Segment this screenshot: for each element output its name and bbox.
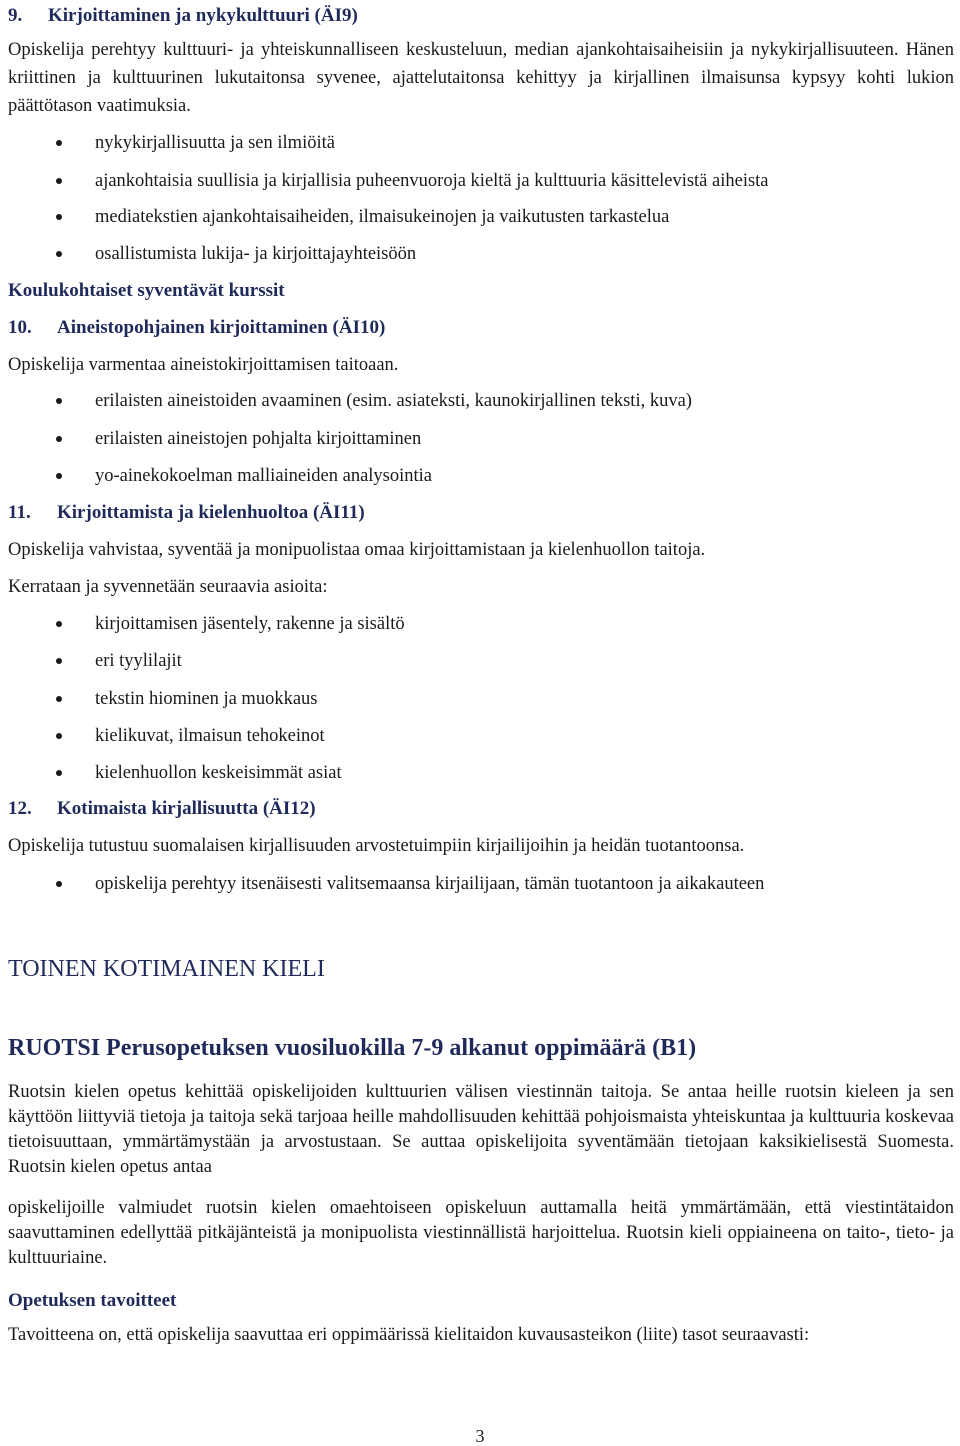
section-number: 9. (8, 5, 23, 26)
section-title: Aineistopohjainen kirjoittaminen (ÄI10) (57, 317, 386, 338)
swedish-paragraph-1: Ruotsin kielen opetus kehittää opiskelijoiden kulttuurien välisen viestinnän taitoja. Se antaa heille ruotsin kieleen ja sen käyttöön liittyviä tietoja ja taitoja sekä tarjoaa heille mahdollisuuden kehittää pohjoismaista yhteiskuntaa ja kulttuuria koskevaa tietoisuuttaan, ymmärtämystään ja arvostustaan. Se auttaa opiskelijoita syventämään tietojaan kaksikielisestä Suomesta. Ruotsin kielen opetus antaa (8, 1082, 954, 1177)
school-courses-heading: Koulukohtaiset syventävät kurssit (8, 280, 285, 301)
list-item: eri tyylilajit (95, 651, 182, 671)
bullet-icon (56, 881, 62, 887)
bullet-icon (56, 436, 62, 442)
bullet-icon (56, 178, 62, 184)
list-item: nykykirjallisuutta ja sen ilmiöitä (95, 133, 335, 153)
page-number: 3 (475, 1426, 485, 1446)
list-item: opiskelija perehtyy itsenäisesti valitsemaansa kirjailijaan, tämän tuotantoon ja aikakauteen (95, 874, 765, 894)
second-language-heading: TOINEN KOTIMAINEN KIELI (8, 956, 325, 982)
list-item: tekstin hiominen ja muokkaus (95, 689, 318, 709)
bullet-icon (56, 251, 62, 257)
section-11-heading (8, 502, 954, 524)
section-10-heading (8, 317, 954, 339)
list-item: kirjoittamisen jäsentely, rakenne ja sisältö (95, 614, 405, 634)
list-item: osallistumista lukija- ja kirjoittajayhteisöön (95, 244, 417, 264)
list-item: erilaisten aineistoiden avaaminen (esim. asiateksti, kaunokirjallinen teksti, kuva) (95, 391, 692, 411)
section-number: 10. (8, 317, 32, 338)
goals-heading: Opetuksen tavoitteet (8, 1290, 177, 1311)
section-title: Kirjoittaminen ja nykykulttuuri (ÄI9) (48, 5, 358, 26)
bullet-icon (56, 214, 62, 220)
list-item: kielikuvat, ilmaisun tehokeinot (95, 726, 325, 746)
bullet-icon (56, 140, 62, 146)
section-11-intro: Opiskelija vahvistaa, syventää ja monipuolistaa omaa kirjoittamistaan ja kielenhuollon taitoja. (8, 540, 706, 560)
section-number: 11. (8, 502, 31, 523)
section-12-heading (8, 798, 954, 820)
goals-paragraph: Tavoitteena on, että opiskelija saavuttaa eri oppimäärissä kielitaidon kuvausasteikon (liite) tasot seuraavasti: (8, 1325, 810, 1345)
bullet-icon (56, 770, 62, 776)
bullet-icon (56, 473, 62, 479)
bullet-icon (56, 658, 62, 664)
bullet-icon (56, 733, 62, 739)
section-12-intro: Opiskelija tutustuu suomalaisen kirjallisuuden arvostetuimpiin kirjailijoihin ja heidän tuotantoonsa. (8, 836, 745, 856)
list-item: kielenhuollon keskeisimmät asiat (95, 763, 342, 783)
section-title: Kotimaista kirjallisuutta (ÄI12) (57, 798, 316, 819)
section-title: Kirjoittamista ja kielenhuoltoa (ÄI11) (57, 502, 365, 523)
bullet-icon (56, 398, 62, 404)
list-item: erilaisten aineistojen pohjalta kirjoittaminen (95, 429, 422, 449)
bullet-icon (56, 621, 62, 627)
section-9-intro: Opiskelija perehtyy kulttuuri- ja yhteiskunnalliseen keskusteluun, median ajankohtaisaiheisiin ja nykykirjallisuuteen. Hänen kriittinen ja kulttuurinen lukutaitonsa syvenee, ajattelutaitonsa kehittyy ja kirjallinen ilmaisunsa kypsyy kohti lukion päättötason vaatimuksia. (8, 40, 954, 116)
swedish-heading: RUOTSI Perusopetuksen vuosiluokilla 7-9 alkanut oppimäärä (B1) (8, 1035, 697, 1061)
list-item: ajankohtaisia suullisia ja kirjallisia puheenvuoroja kieltä ja kulttuuria käsittelevistä aiheista (95, 171, 769, 191)
section-9-heading (8, 5, 954, 27)
section-10-intro: Opiskelija varmentaa aineistokirjoittamisen taitoaan. (8, 355, 399, 375)
list-item: mediatekstien ajankohtaisaiheiden, ilmaisukeinojen ja vaikutusten tarkastelua (95, 207, 670, 227)
section-number: 12. (8, 798, 32, 819)
swedish-paragraph-2: opiskelijoille valmiudet ruotsin kielen omaehtoiseen opiskeluun auttamalla heitä ymmärtämään, että viestintätaidon saavuttaminen edellyttää pitkäjänteistä ja monipuolista viestinnällistä harjoittelua. Ruotsin kieli oppiaineena on taito-, tieto- ja kulttuuriaine. (8, 1198, 954, 1268)
list-item: yo-ainekokoelman malliaineiden analysointia (95, 466, 433, 486)
bullet-icon (56, 696, 62, 702)
section-11-intro-2: Kerrataan ja syvennetään seuraavia asioita: (8, 577, 328, 597)
